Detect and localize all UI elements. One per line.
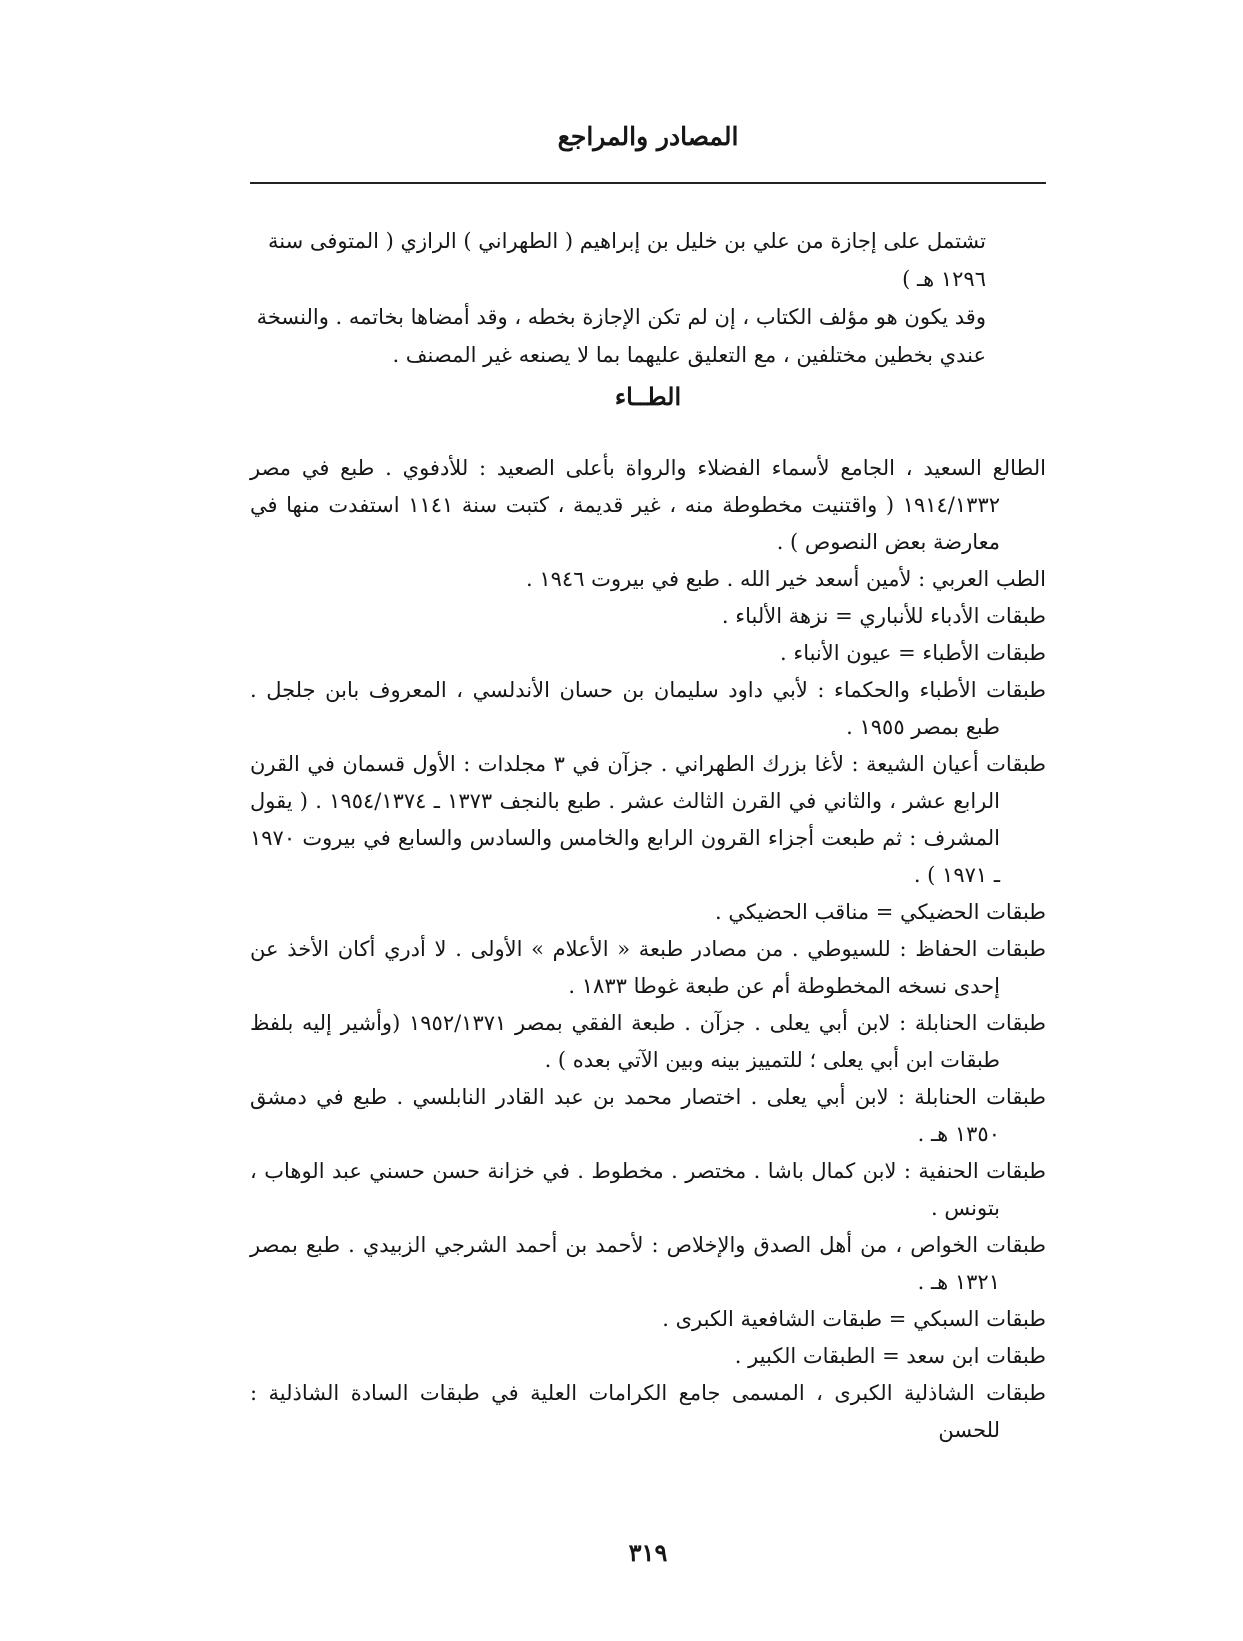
bibliography-entry: طبقات ابن سعد = الطبقات الكبير . — [734, 1344, 1046, 1368]
bibliography-entry: طبقات الأطباء = عيون الأنباء . — [779, 641, 1046, 665]
bibliography-entry: طبقات الحفاظ : للسيوطي . من مصادر طبعة « الأعلام » الأولى . لا أدري أكان الأخذ عن إحدى نسخه المخطوطة أم عن طبعة غوطا ١٨٣٣ . — [250, 937, 1046, 998]
header-rule — [250, 182, 1046, 184]
intro-paragraph — [250, 222, 986, 374]
bibliography-entry: طبقات الأطباء والحكماء : لأبي داود سليمان بن حسان الأندلسي ، المعروف بابن جلجل . طبع بمصر ١٩٥٥ . — [250, 678, 1046, 739]
bibliography-entry: طبقات السبكي = طبقات الشافعية الكبرى . — [662, 1307, 1046, 1331]
bibliography-entry: طبقات أعيان الشيعة : لأغا بزرك الطهراني . جزآن في ٣ مجلدات : الأول قسمان في القرن الرابع عشر ، والثاني في القرن الثالث عشر . طبع بالنجف ١٣٧٣ ـ ١٩٥٤/١٣٧٤ . ( يقول المشرف : ثم طبعت أجزاء القرون الرابع والخامس والسادس والسابع في بيروت ١٩٧٠ ـ ١٩٧١ ) . — [250, 752, 1046, 887]
bibliography-entry: طبقات الشاذلية الكبرى ، المسمى جامع الكرامات العلية في طبقات السادة الشاذلية : للحسن — [250, 1381, 1046, 1442]
section-heading: الطــاء — [614, 382, 682, 411]
intro-line: عندي بخطين مختلفين ، مع التعليق عليهما بما لا يصنعه غير المصنف . — [392, 343, 986, 367]
bibliography-entry: الطالع السعيد ، الجامع لأسماء الفضلاء والرواة بأعلى الصعيد : للأدفوي . طبع في مصر ١٩١٤/١٣٣٢ ( واقتنيت مخطوطة منه ، غير قديمة ، كتبت سنة ١١٤١ استفدت منها في معارضة بعض النصوص ) . — [250, 456, 1046, 554]
bibliography-entry: طبقات الحنابلة : لابن أبي يعلى . جزآن . طبعة الفقي بمصر ١٩٥٢/١٣٧١ (وأشير إليه بلفظ طبقات ابن أبي يعلى ؛ للتمييز بينه وبين الآتي بعده ) . — [250, 1011, 1046, 1072]
page-number: ٣١٩ — [628, 1538, 668, 1567]
bibliography-entry: طبقات الحنابلة : لابن أبي يعلى . اختصار محمد بن عبد القادر النابلسي . طبع في دمشق ١٣٥٠ هـ . — [250, 1085, 1046, 1146]
running-head: المصادر والمراجع — [557, 122, 739, 151]
bibliography-entry: الطب العربي : لأمين أسعد خير الله . طبع في بيروت ١٩٤٦ . — [526, 567, 1046, 591]
bibliography-entry: طبقات الأدباء للأنباري = نزهة الألباء . — [721, 604, 1046, 628]
bibliography-entry: طبقات الخواص ، من أهل الصدق والإخلاص : لأحمد بن أحمد الشرجي الزبيدي . طبع بمصر ١٣٢١ هـ . — [250, 1233, 1046, 1294]
intro-line: وقد يكون هو مؤلف الكتاب ، إن لم تكن الإجازة بخطه ، وقد أمضاها بخاتمه . والنسخة — [256, 305, 986, 329]
bibliography-entry: طبقات الحضيكي = مناقب الحضيكي . — [714, 900, 1046, 924]
bibliography-entry: طبقات الحنفية : لابن كمال باشا . مختصر . مخطوط . في خزانة حسن حسني عبد الوهاب ، بتونس . — [250, 1159, 1046, 1220]
intro-line: تشتمل على إجازة من علي بن خليل بن إبراهيم ( الطهراني ) الرازي ( المتوفى سنة ١٢٩٦ هـ ) — [268, 229, 986, 291]
bibliography-list — [250, 450, 1046, 1449]
